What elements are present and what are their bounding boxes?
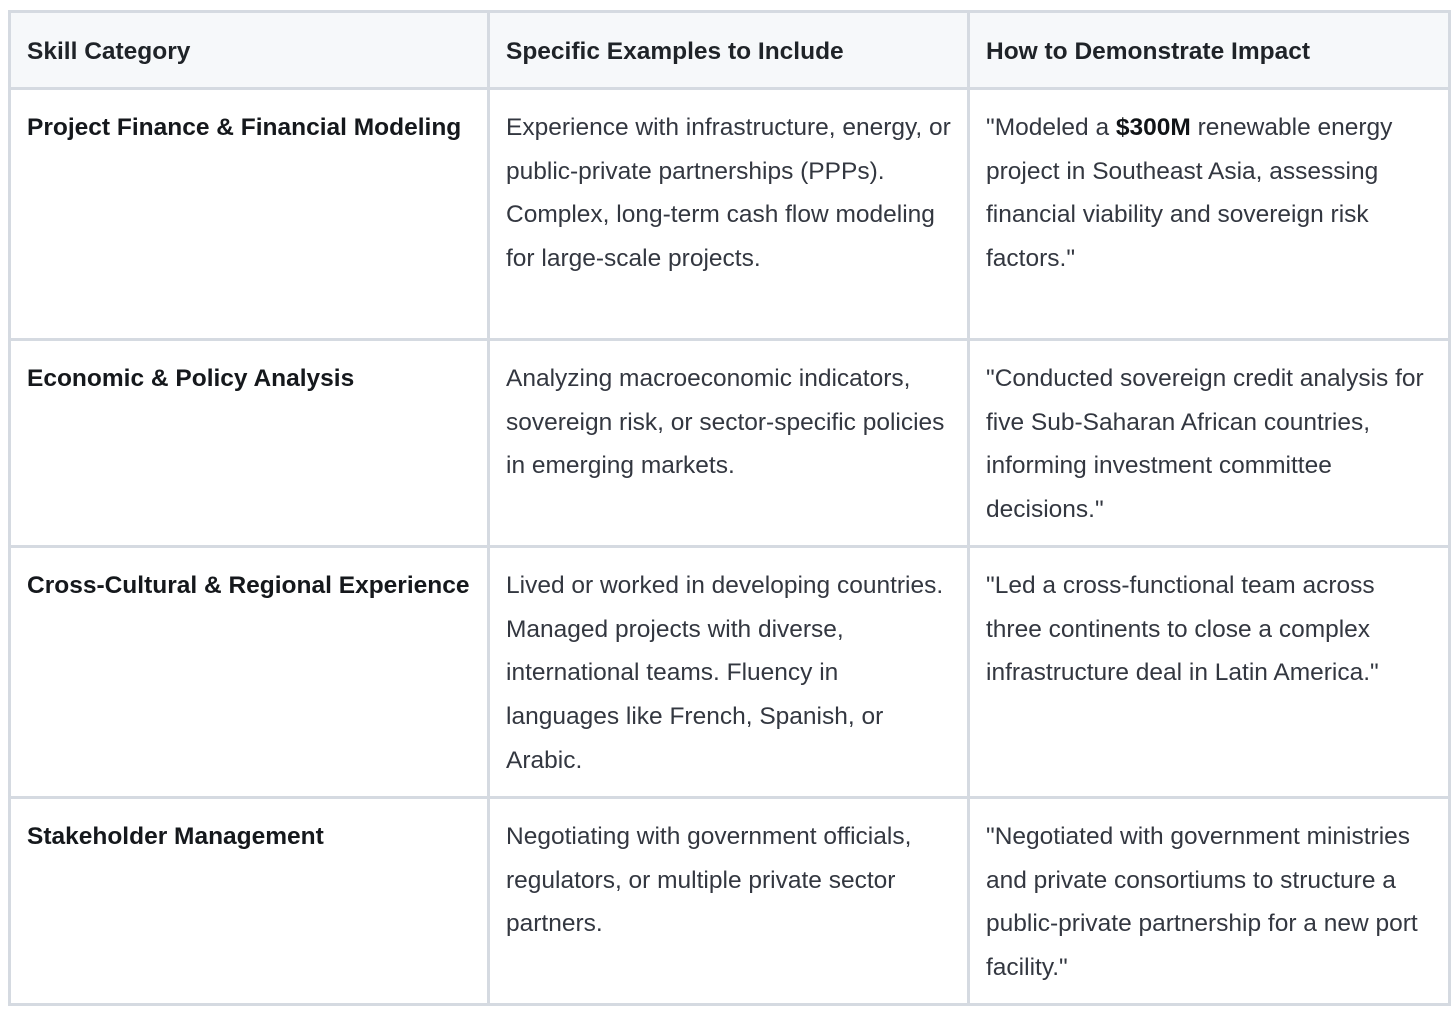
impact-text-end: renewable energy project in Southeast Asia, assessing financial viability and sovereign risk factors." <box>986 114 1393 273</box>
cell-category: Economic & Policy Analysis <box>10 340 489 547</box>
header-specific-examples: Specific Examples to Include <box>489 12 969 89</box>
cell-examples: Analyzing macroeconomic indicators, sovereign risk, or sector-specific policies in emerging markets. <box>489 340 969 547</box>
table-header-row <box>10 12 1450 89</box>
cell-examples: Lived or worked in developing countries. Managed projects with diverse, international teams. Fluency in languages like French, Spanish, or Arabic. <box>489 547 969 798</box>
cell-impact: "Led a cross-functional team across three continents to close a complex infrastructure deal in Latin America." <box>969 547 1450 798</box>
cell-examples: Experience with infrastructure, energy, or public-private partnerships (PPPs). Complex, long-term cash flow modeling for large-scale projects. <box>489 89 969 340</box>
header-demonstrate-impact: How to Demonstrate Impact <box>969 12 1450 89</box>
impact-text-start: "Modeled a <box>986 114 1116 141</box>
header-skill-category: Skill Category <box>10 12 489 89</box>
cell-category: Stakeholder Management <box>10 798 489 1005</box>
cell-impact: "Conducted sovereign credit analysis for five Sub-Saharan African countries, informing investment committee decisions." <box>969 340 1450 547</box>
cell-category: Cross-Cultural & Regional Experience <box>10 547 489 798</box>
cell-impact <box>969 89 1450 340</box>
cell-impact: "Negotiated with government ministries and private consortiums to structure a public-private partnership for a new port facility." <box>969 798 1450 1005</box>
skills-table <box>8 10 1451 1006</box>
table-row <box>10 798 1450 1005</box>
skills-table-container <box>8 10 1448 1006</box>
impact-highlight: $300M <box>1115 114 1191 141</box>
table-row <box>10 340 1450 547</box>
cell-category: Project Finance & Financial Modeling <box>10 89 489 340</box>
cell-examples: Negotiating with government officials, regulators, or multiple private sector partners. <box>489 798 969 1005</box>
table-row <box>10 547 1450 798</box>
table-row <box>10 89 1450 340</box>
